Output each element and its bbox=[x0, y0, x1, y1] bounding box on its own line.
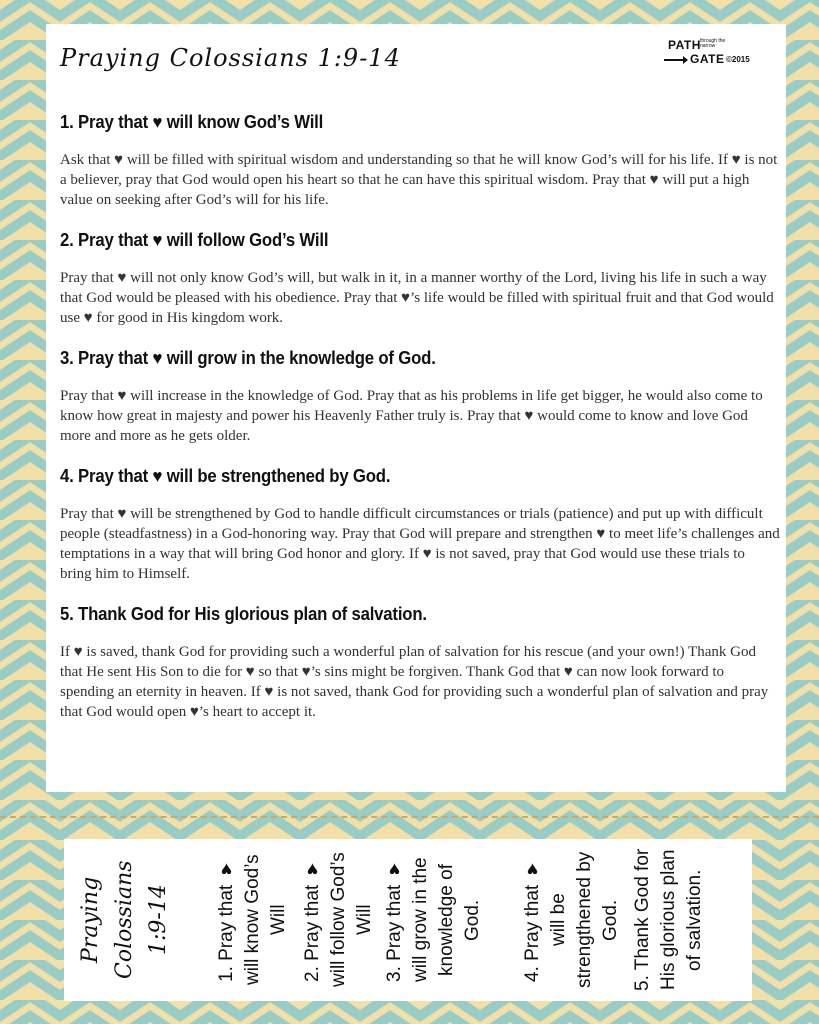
section-body: Ask that ♥ will be filled with spiritual wisdom and understanding so that he will know God’s will for his life. If ♥ is not a believer, pray that God would open his heart so that he can have this spiritual wisdom. Pray that ♥ will put a high value on seeking after God’s will for his life. bbox=[60, 152, 778, 208]
prayer-card bbox=[46, 24, 786, 792]
section-body: Pray that ♥ will be strengthened by God to handle difficult circumstances or trials (patience) and put up with difficult people (steadfastness) in a God-honoring way. Pray that God will prepare and strengthen ♥ to meet life’s challenges and temptations in a way that will bring God honor and glory. If ♥ is not saved, pray that God would use these trials to bring him to Himself. bbox=[60, 506, 780, 582]
logo-small-text: through the narrow bbox=[700, 38, 726, 49]
bookmark-strip bbox=[64, 839, 752, 1001]
section-body: If ♥ is saved, thank God for providing such a wonderful plan of salvation for his rescue (and your own!) Thank God that He sent His Son to die for ♥ so that ♥’s sins might be forgiven. Thank God that ♥ can now look forward to spending an eternity in heaven. If ♥ is not saved, thank God for providing such a wonderful plan of salvation and pray that God would open ♥’s heart to accept it. bbox=[60, 644, 769, 720]
site-logo bbox=[664, 36, 768, 76]
logo-word-path: PATH bbox=[668, 38, 701, 52]
section-body: Pray that ♥ will not only know God’s will, but walk in it, in a manner worthy of the Lord, living his life in such a way that God would be pleased with his obedience. Pray that ♥’s life would be filled with spiritual fruit and that God would use ♥ for good in His kingdom work. bbox=[60, 270, 774, 326]
bookmark-item: 2. Pray that ♥ will follow God’s Will bbox=[302, 852, 375, 988]
section-3 bbox=[60, 344, 780, 446]
bookmark-item: 1. Pray that ♥ will know God’s Will bbox=[216, 854, 289, 986]
prayer-sections bbox=[60, 108, 780, 738]
bookmark-item: 4. Pray that ♥ will be strengthened by God. bbox=[522, 851, 621, 989]
section-5 bbox=[60, 600, 780, 722]
bookmark-item: 3. Pray that ♥ will grow in the knowledge of God. bbox=[384, 857, 483, 983]
arrow-icon bbox=[664, 59, 686, 61]
section-heading: 5. Thank God for His glorious plan of salvation. bbox=[60, 604, 427, 624]
bookmark-item: 5. Thank God for His glorious plan of salvation. bbox=[632, 848, 705, 992]
section-heading: 1. Pray that ♥ will know God’s Will bbox=[60, 112, 324, 132]
section-heading: 3. Pray that ♥ will grow in the knowledge of God. bbox=[60, 348, 436, 368]
bookmark-title: Praying Colossians 1:9-14 bbox=[78, 860, 171, 980]
section-2 bbox=[60, 226, 780, 328]
section-body: Pray that ♥ will increase in the knowledge of God. Pray that as his problems in life get bigger, he would also come to know how great in majesty and power his Heavenly Father truly is. Pray that ♥ would come to know and love God more and more as he gets older. bbox=[60, 388, 763, 444]
cut-line-divider bbox=[0, 816, 819, 818]
page-title: Praying Colossians 1:9-14 bbox=[60, 44, 401, 72]
section-1 bbox=[60, 108, 780, 210]
logo-word-gate: GATE bbox=[690, 52, 725, 66]
section-heading: 2. Pray that ♥ will follow God’s Will bbox=[60, 230, 329, 250]
section-4 bbox=[60, 462, 780, 584]
section-heading: 4. Pray that ♥ will be strengthened by God. bbox=[60, 466, 391, 486]
logo-year: ©2015 bbox=[726, 55, 750, 64]
